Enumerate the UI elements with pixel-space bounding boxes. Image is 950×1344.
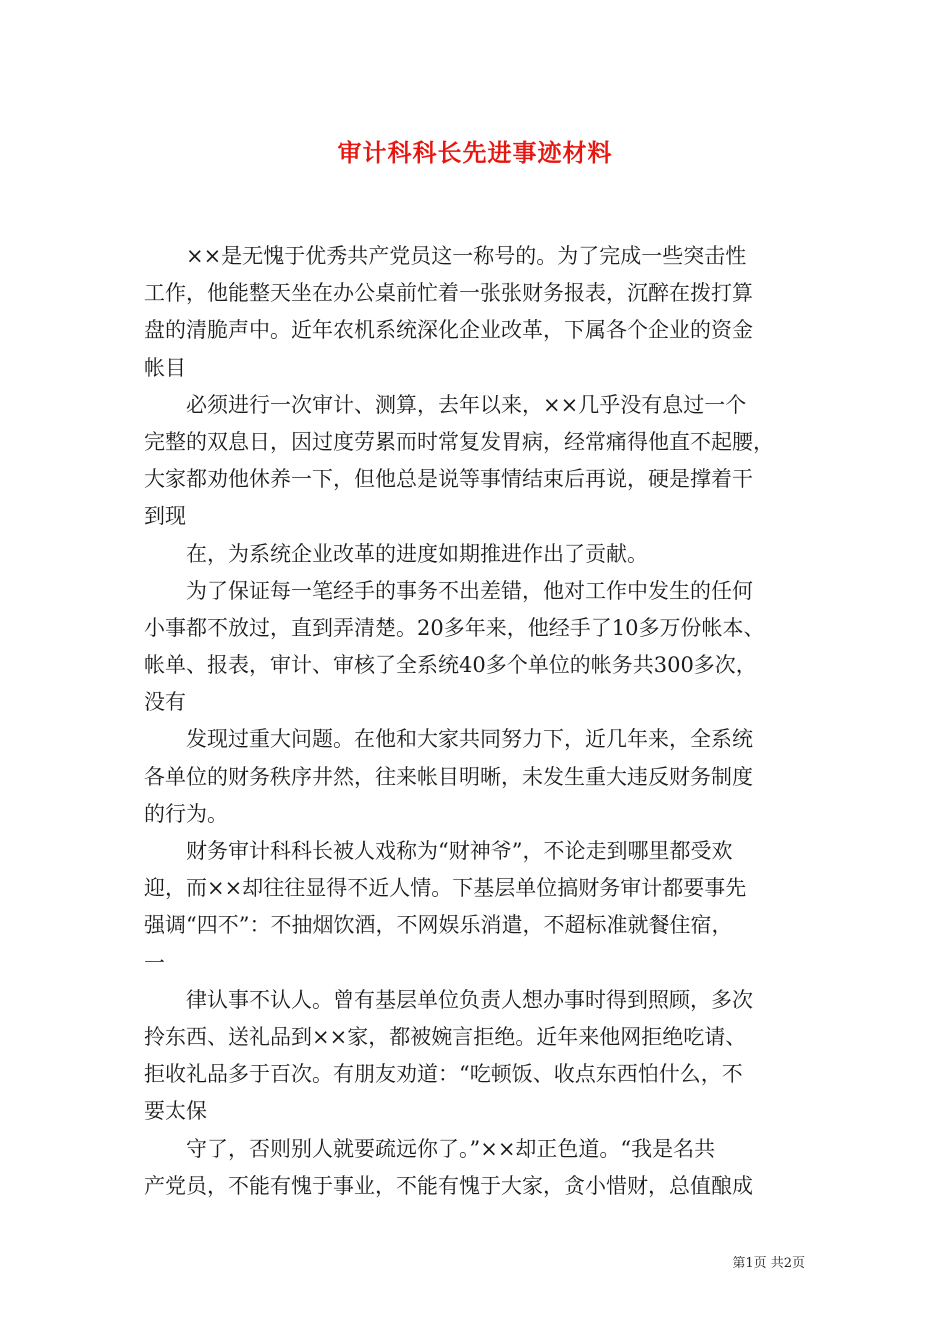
text-line: ××是无愧于优秀共产党员这一称号的。为了完成一些突击性 [186, 244, 747, 268]
text-line: 的行为。 [144, 801, 228, 826]
text-line: 帐目 [144, 355, 186, 380]
text-line: 为了保证每一笔经手的事务不出差错，他对工作中发生的任何 [186, 578, 753, 603]
text-line: 拎东西、送礼品到××家，都被婉言拒绝。近年来他网拒绝吃请、 [144, 1024, 747, 1049]
text-line: 拒收礼品多于百次。有朋友劝道：“吃顿饭、收点东西怕什么，不 [144, 1062, 743, 1087]
text-line: 工作，他能整天坐在办公桌前忙着一张张财务报表，沉醉在拨打算 [144, 281, 753, 306]
text-line: 强调“四不”：不抽烟饮酒，不网娱乐消遣，不超标准就餐住宿， [144, 913, 733, 938]
text-line: 完整的双息日，因过度劳累而时常复发胃病，经常痛得他直不起腰， [144, 429, 774, 454]
text-line: 要太保 [144, 1099, 207, 1124]
page-number-footer: 第1页 共2页 [732, 1256, 805, 1271]
text-line: 律认事不认人。曾有基层单位负责人想办事时得到照顾，多次 [186, 987, 753, 1012]
text-line: 大家都劝他休养一下，但他总是说等事情结束后再说，硬是撑着干 [144, 467, 753, 492]
text-line: 各单位的财务秩序井然，往来帐目明晰，未发生重大违反财务制度 [144, 764, 753, 789]
text-line: 盘的清脆声中。近年农机系统深化企业改革，下属各个企业的资金 [144, 318, 753, 343]
text-line: 没有 [144, 690, 186, 715]
text-line: 迎，而××却往往显得不近人情。下基层单位搞财务审计都要事先 [144, 876, 747, 901]
text-line: 发现过重大问题。在他和大家共同努力下，近几年来，全系统 [186, 727, 753, 752]
text-line: 一 [144, 950, 165, 975]
document-body [144, 238, 816, 1205]
text-line: 产党员，不能有愧于事业，不能有愧于大家，贪小惜财，总值酿成 [144, 1173, 753, 1198]
document-title: 审计科科长先进事迹材料 [337, 138, 613, 167]
text-line: 必须进行一次审计、测算，去年以来，××几乎没有息过一个 [186, 392, 747, 417]
text-line: 财务审计科科长被人戏称为“财神爷”，不论走到哪里都受欢 [186, 839, 733, 863]
text-line: 帐单、报表，审计、审核了全系统40多个单位的帐务共300多次， [144, 653, 757, 678]
text-line: 守了，否则别人就要疏远你了。”××却正色道。“我是名共 [186, 1136, 716, 1161]
text-line: 在，为系统企业改革的进度如期推进作出了贡献。 [186, 541, 648, 566]
text-line: 到现 [144, 504, 186, 529]
text-line: 小事都不放过，直到弄清楚。20多年来，他经手了10多万份帐本、 [144, 615, 765, 640]
